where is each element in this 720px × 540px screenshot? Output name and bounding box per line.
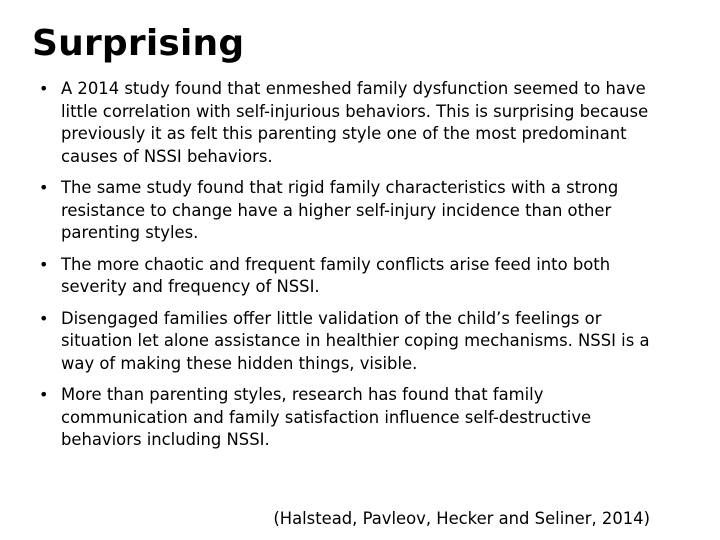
citation: (Halstead, Pavleov, Hecker and Seliner, 2014) xyxy=(273,509,650,528)
bullet-item-rigid xyxy=(38,177,660,245)
slide-title: Surprising xyxy=(32,23,245,64)
bullet-dot: • xyxy=(39,385,49,404)
bullet-item-enmeshed xyxy=(38,78,660,168)
bullet-item-disengaged xyxy=(38,308,660,376)
bullet-dot: • xyxy=(39,178,49,197)
bullet-text: More than parenting styles, research has found that family communication and family satisfaction influence self-destructive behaviors including NSSI. xyxy=(61,385,592,449)
bullet-text: The more chaotic and frequent family conflicts arise feed into both severity and frequency of NSSI. xyxy=(61,254,611,296)
bullet-list xyxy=(38,78,660,461)
bullet-text: The same study found that rigid family characteristics with a strong resistance to change have a higher self-injury incidence than other parenting styles. xyxy=(61,178,619,242)
bullet-dot: • xyxy=(39,254,49,274)
bullet-text: Disengaged families offer little validation of the child’s feelings or situation let alone assistance in healthier coping mechanisms. NSSI is a way of making these hidden things, visible. xyxy=(61,308,650,373)
bullet-item-chaotic xyxy=(38,254,660,299)
bullet-text: A 2014 study found that enmeshed family dysfunction seemed to have little correlation with self-injurious behaviors. This is surprising because previously it as felt this parenting style one of the most predominant causes of NSSI behaviors. xyxy=(61,79,649,166)
bullet-dot: • xyxy=(39,308,49,328)
bullet-item-communication xyxy=(38,384,660,452)
bullet-dot: • xyxy=(39,79,49,98)
